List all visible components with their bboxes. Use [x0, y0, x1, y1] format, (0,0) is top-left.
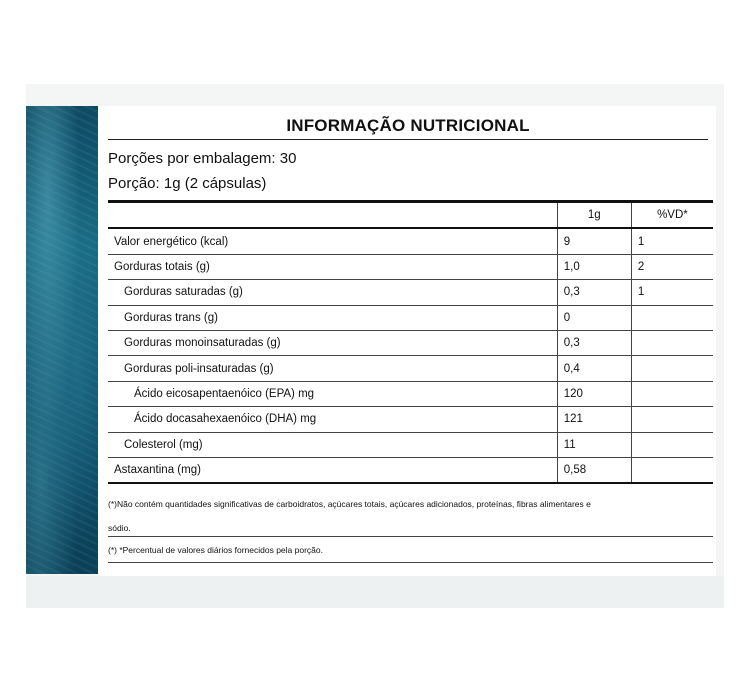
table-row [108, 432, 713, 457]
nutrient-amount: 0,3 [557, 280, 631, 305]
table-row [108, 305, 713, 330]
label-title: INFORMAÇÃO NUTRICIONAL [286, 116, 530, 135]
footnote-line: (*)Não contém quantidades significativas de carboidratos, açúcares totais, açúcares adicionados, proteínas, fibras alimentares e [108, 499, 591, 509]
nutrient-dv [631, 407, 713, 432]
nutrient-dv: 1 [631, 228, 713, 254]
nutrient-amount: 0 [557, 305, 631, 330]
header-nutrient [108, 202, 557, 229]
nutrient-dv [631, 356, 713, 381]
nutrient-amount: 120 [557, 381, 631, 406]
nutrient-name: Colesterol (mg) [108, 432, 557, 457]
table-row [108, 356, 713, 381]
nutrient-amount: 0,58 [557, 457, 631, 483]
nutrient-dv [631, 381, 713, 406]
nutrient-dv: 2 [631, 254, 713, 279]
nutrient-amount: 1,0 [557, 254, 631, 279]
nutrient-name: Gorduras trans (g) [108, 305, 557, 330]
nutrient-dv [631, 432, 713, 457]
servings-per-package: Porções por embalagem: 30 [108, 150, 297, 167]
nutrient-amount: 0,3 [557, 330, 631, 355]
nutrition-label [98, 106, 716, 576]
nutrient-name: Gorduras totais (g) [108, 254, 557, 279]
bottom-band [26, 576, 724, 608]
table-row [108, 407, 713, 432]
nutrient-amount: 121 [557, 407, 631, 432]
nutrition-table [108, 200, 713, 484]
header-amount: 1g [557, 202, 631, 229]
nutrient-amount: 0,4 [557, 356, 631, 381]
nutrient-dv [631, 305, 713, 330]
nutrient-name: Gorduras saturadas (g) [108, 280, 557, 305]
footnote-divider [108, 562, 713, 563]
title-divider [108, 139, 708, 140]
nutrient-dv: 1 [631, 280, 713, 305]
nutrient-name: Valor energético (kcal) [108, 228, 557, 254]
nutrient-dv [631, 457, 713, 483]
nutrient-name: Astaxantina (mg) [108, 457, 557, 483]
footnote-line: sódio. [108, 523, 131, 533]
table-row [108, 381, 713, 406]
table-row [108, 280, 713, 305]
table-row [108, 228, 713, 254]
ocean-texture-image [26, 106, 98, 574]
footnote-not-significant [108, 492, 713, 540]
table-row [108, 457, 713, 483]
nutrient-name: Ácido docasahexaenóico (DHA) mg [108, 407, 557, 432]
serving-size: Porção: 1g (2 cápsulas) [108, 175, 267, 192]
header-daily-value: %VD* [631, 202, 713, 229]
nutrient-name: Ácido eicosapentaenóico (EPA) mg [108, 381, 557, 406]
nutrient-amount: 9 [557, 228, 631, 254]
table-header-row [108, 202, 713, 229]
nutrient-name: Gorduras poli-insaturadas (g) [108, 356, 557, 381]
footnote-daily-values: (*) *Percentual de valores diários fornecidos pela porção. [108, 545, 323, 555]
table-row [108, 254, 713, 279]
nutrient-dv [631, 330, 713, 355]
table-row [108, 330, 713, 355]
nutrient-amount: 11 [557, 432, 631, 457]
nutrient-name: Gorduras monoinsaturadas (g) [108, 330, 557, 355]
